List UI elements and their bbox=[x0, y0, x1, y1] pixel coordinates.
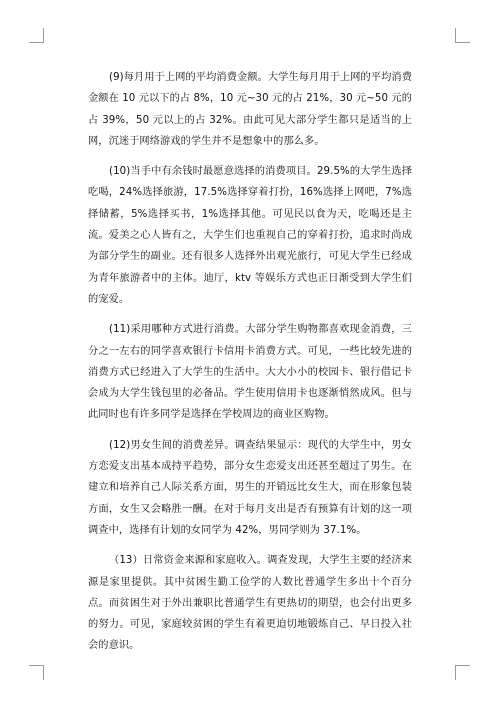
paragraph-13: （13）日常资金来源和家庭收入。调查发现，大学生主要的经济来源是家里提供。其中贫困生勤工俭学的人数比普通学生多出十个百分点。而贫困生对于外出兼职比普通学生有更热切的期望，也会付出更多的努力。可见，家庭较贫困的学生有着更迫切地锻炼自己、早日投入社会的意识。 bbox=[88, 555, 412, 652]
crop-mark-top-right bbox=[455, 28, 470, 43]
crop-mark-bottom-left bbox=[29, 665, 44, 680]
crop-mark-top-left bbox=[29, 28, 44, 43]
paragraph-12: (12)男女生间的消费差异。调查结果显示：现代的大学生中，男女方恋爱支出基本成持平趋势，部分女生恋爱支出还甚至超过了男生。在建立和培养自己人际关系方面，男生的开销远比女生大，而在形象包装方面，女生又会略胜一酬。在对于每月支出是否有预算有计划的这一项调查中，选择有计划的女同学为 42%，男同学则为 37.1%。 bbox=[88, 439, 412, 536]
paragraph-10: (10)当手中有余钱时最愿意选择的消费项目。29.5%的大学生选择吃喝，24%选择旅游，17.5%选择穿着打扮，16%选择上网吧，7%选择储蓄，5%选择买书，1%选择其他。可见民以食为天，吃喝还是主流。爱美之心人皆有之，大学生们也重视自己的穿着打扮，追求时尚成为部分学生的副业。还有很多人选择外出观光旅行，可见大学生已经成为青年旅游者中的主体。迪厅，ktv 等娱乐方式也正日渐受到大学生们的宠爱。 bbox=[88, 166, 412, 305]
paragraph-11: (11)采用哪种方式进行消费。大部分学生购物都喜欢现金消费，三分之一左右的同学喜欢银行卡信用卡消费方式。可见，一些比较先进的消费方式已经进入了大学生的生活中。大大小小的校园卡、银行借记卡会成为大学生钱包里的必备品。学生使用信用卡也逐渐悄然成风。但与此同时也有许多同学是选择在学校周边的商业区购物。 bbox=[88, 324, 412, 421]
document-body bbox=[88, 67, 412, 666]
crop-mark-bottom-right bbox=[455, 665, 470, 680]
paragraph-9: (9)每月用于上网的平均消费金额。大学生每月用于上网的平均消费金额在 10 元以下的占 8%，10 元~30 元的占 21%，30 元~50 元的占 39%，50 元以上的占 32%。由此可见大部分学生都只是适当的上网，沉迷于网络游戏的学生并不是想象中的那么多。 bbox=[88, 72, 412, 147]
